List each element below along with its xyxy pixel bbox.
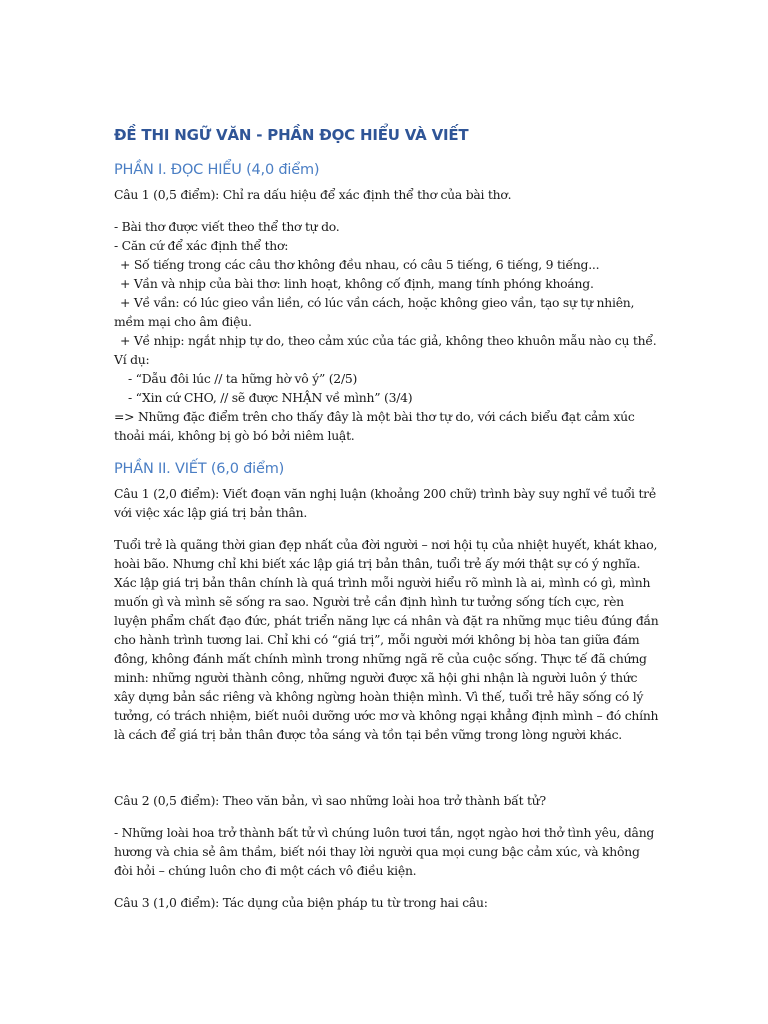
answer-line: + Số tiếng trong các câu thơ không đều nhau, có câu 5 tiếng, 6 tiếng, 9 tiếng...: [120, 257, 600, 272]
answer-line: - Bài thơ được viết theo thể thơ tự do.: [114, 219, 340, 234]
answer-line: + Về vần: có lúc gieo vần liền, có lúc vần cách, hoặc không gieo vần, tạo sự tự nhiên, mềm mại cho âm điệu.: [114, 295, 635, 329]
document-title: ĐỀ THI NGỮ VĂN - PHẦN ĐỌC HIỂU VÀ VIẾT: [114, 126, 469, 144]
conclusion-line: => Những đặc điểm trên cho thấy đây là một bài thơ tự do, với cách biểu đạt cảm xúc thoải mái, không bị gò bó bởi niêm luật.: [114, 409, 635, 443]
part1-heading: PHẦN I. ĐỌC HIỂU (4,0 điểm): [114, 162, 320, 178]
question-text: Câu 1 (0,5 điểm): Chỉ ra dấu hiệu để xác định thể thơ của bài thơ.: [114, 187, 512, 202]
question-text: Câu 2 (0,5 điểm): Theo văn bản, vì sao những loài hoa trở thành bất tử?: [114, 793, 546, 808]
part1-answer: [114, 217, 659, 445]
answer-line: - Căn cứ để xác định thể thơ:: [114, 238, 289, 253]
answer-line: + Vần và nhịp của bài thơ: linh hoạt, không cố định, mang tính phóng khoáng.: [120, 276, 594, 291]
example-line: - “Dẫu đôi lúc // ta hững hờ vô ý” (2/5): [128, 371, 358, 386]
part2-question-3: [114, 893, 659, 912]
answer-text: - Những loài hoa trở thành bất tử vì chúng luôn tươi tắn, ngọt ngào hơi thở tình yêu, dâng hương và chia sẻ âm thầm, biết nói thay lời người qua mọi cung bậc cảm xúc, và không đòi hỏi – chúng luôn cho đi một cách vô điều kiện.: [114, 825, 655, 878]
part2-question-2: [114, 791, 659, 810]
answer-line: + Về nhịp: ngắt nhịp tự do, theo cảm xúc của tác giả, không theo khuôn mẫu nào cụ thể.: [120, 333, 657, 348]
essay-paragraph: [114, 535, 659, 744]
example-line: - “Xin cứ CHO, // sẽ được NHẬN về mình” (3/4): [128, 390, 413, 405]
essay-text: Tuổi trẻ là quãng thời gian đẹp nhất của đời người – nơi hội tụ của nhiệt huyết, khát khao, hoài bão. Nhưng chỉ khi biết xác lập giá trị bản thân, tuổi trẻ ấy mới thật sự có ý nghĩa. Xác lập giá trị bản thân chính là quá trình mỗi người hiểu rõ mình là ai, mình có gì, mình muốn gì và mình sẽ sống ra sao. Người trẻ cần định hình tư tưởng sống tích cực, rèn luyện phẩm chất đạo đức, phát triển năng lực cá nhân và đặt ra những mục tiêu đúng đắn cho hành trình tương lai. Chỉ khi có “giá trị”, mỗi người mới không bị hòa tan giữa đám đông, không đánh mất chính mình trong những ngã rẽ của cuộc sống. Thực tế đã chứng minh: những người thành công, những người được xã hội ghi nhận là người luôn ý thức xây dựng bản sắc riêng và không ngừng hoàn thiện mình. Vì thế, tuổi trẻ hãy sống có lý tưởng, có trách nhiệm, biết nuôi dưỡng ước mơ và không ngại khẳng định mình – đó chính là cách để giá trị bản thân được tỏa sáng và tồn tại bền vững trong lòng người khác.: [114, 537, 659, 742]
question-text: Câu 1 (2,0 điểm): Viết đoạn văn nghị luận (khoảng 200 chữ) trình bày suy nghĩ về tuổi trẻ với việc xác lập giá trị bản thân.: [114, 486, 656, 520]
part2-question-1: [114, 484, 659, 522]
part1-question-1: [114, 185, 659, 204]
answer-line: Ví dụ:: [114, 352, 150, 367]
part2-heading: PHẦN II. VIẾT (6,0 điểm): [114, 461, 285, 477]
question-text: Câu 3 (1,0 điểm): Tác dụng của biện pháp tu từ trong hai câu:: [114, 895, 488, 910]
part2-question-2-answer: [114, 823, 659, 880]
